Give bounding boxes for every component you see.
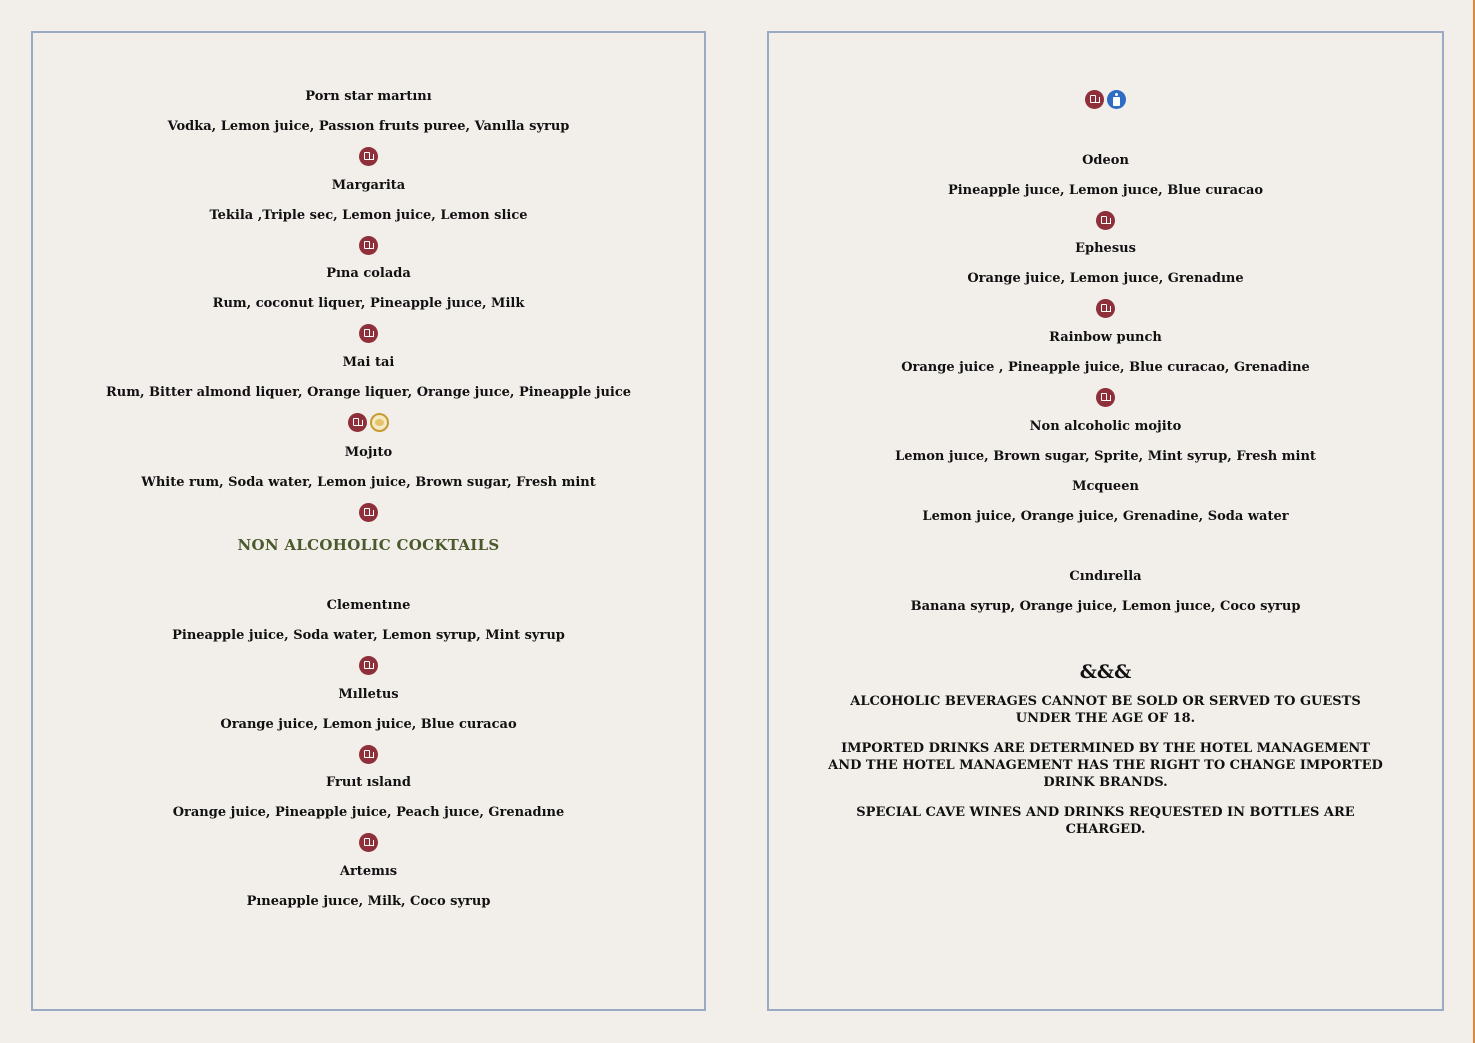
age-notice: ALCOHOLIC BEVERAGES CANNOT BE SOLD OR SERVED TO GUESTS UNDER THE AGE OF 18. — [850, 694, 1361, 726]
cocktail-ingredients: Lemon juıce, Brown sugar, Sprite, Mint syrup, Fresh mint — [895, 449, 1316, 464]
cocktail-ingredients: Rum, coconut liquer, Pineapple juıce, Milk — [212, 296, 525, 311]
top-icons — [769, 90, 1442, 110]
info-icon — [1107, 90, 1126, 109]
cocktail-icons — [33, 236, 704, 256]
drink-icon — [359, 833, 378, 852]
drink-icon — [359, 236, 378, 255]
cocktail-icons — [33, 833, 704, 853]
cocktail-name: Ephesus — [1075, 241, 1136, 256]
cocktail-ingredients: Orange juice, Pineapple juice, Peach juıce, Grenadıne — [172, 805, 565, 820]
drink-icon — [1096, 211, 1115, 230]
cocktail-name: Mcqueen — [1072, 479, 1139, 494]
cocktail-name: Pına colada — [326, 266, 411, 281]
cocktail-icons — [33, 656, 704, 676]
cocktail-name: Mojıto — [344, 445, 393, 460]
drink-icon — [359, 324, 378, 343]
cocktail-ingredients: Vodka, Lemon juice, Passıon fruıts puree, Vanılla syrup — [167, 119, 570, 134]
cocktail-name: Margarita — [331, 178, 406, 193]
separator: &&& — [1079, 661, 1132, 683]
cocktail-icons — [33, 503, 704, 523]
cocktail-ingredients: Tekila ,Triple sec, Lemon juice, Lemon slice — [209, 208, 528, 223]
cocktail-icons — [33, 324, 704, 344]
cocktail-name: Fruıt ısland — [326, 775, 411, 790]
cocktail-icons — [769, 299, 1442, 319]
cocktail-name: Odeon — [1082, 153, 1129, 168]
cocktail-ingredients: Pıneapple juıce, Milk, Coco syrup — [246, 894, 491, 909]
cocktail-icons — [769, 388, 1442, 408]
cocktail-icons — [769, 211, 1442, 231]
drink-icon — [359, 656, 378, 675]
cocktail-name: Porn star martını — [305, 89, 432, 104]
drink-icon — [359, 503, 378, 522]
cocktail-name: Clementıne — [326, 598, 411, 613]
section-heading: NON ALCOHOLIC COCKTAILS — [237, 536, 500, 554]
cocktail-ingredients: Rum, Bitter almond liquer, Orange liquer, Orange juıce, Pineapple juice — [105, 385, 632, 400]
drink-icon — [1096, 299, 1115, 318]
cocktail-name: Cındırella — [1069, 569, 1142, 584]
cocktail-ingredients: Banana syrup, Orange juice, Lemon juıce, Coco syrup — [910, 599, 1301, 614]
cocktail-ingredients: Orange juice , Pineapple juice, Blue curacao, Grenadine — [901, 360, 1310, 375]
charges-notice: SPECIAL CAVE WINES AND DRINKS REQUESTED IN BOTTLES ARE CHARGED. — [856, 805, 1355, 837]
drink-icon — [348, 413, 367, 432]
cocktail-icons — [33, 745, 704, 765]
drink-icon — [359, 745, 378, 764]
left-page-content — [33, 33, 704, 910]
cocktail-name: Non alcoholic mojito — [1029, 419, 1182, 434]
cocktail-name: Artemıs — [339, 864, 398, 879]
coconut-icon — [370, 413, 389, 432]
menu-page-left — [31, 31, 706, 1011]
cocktail-name: Rainbow punch — [1049, 330, 1162, 345]
imported-drinks-notice: IMPORTED DRINKS ARE DETERMINED BY THE HOTEL MANAGEMENT AND THE HOTEL MANAGEMENT HAS THE RIGHT TO CHANGE IMPORTED DRINK BRANDS. — [828, 741, 1383, 790]
cocktail-ingredients: Orange juice, Lemon juice, Blue curacao — [220, 717, 517, 732]
drink-icon — [1096, 388, 1115, 407]
right-page-content — [769, 33, 1442, 838]
cocktail-name: Mai tai — [342, 355, 395, 370]
cocktail-ingredients: White rum, Soda water, Lemon juice, Brown sugar, Fresh mint — [141, 475, 596, 490]
cocktail-ingredients: Lemon juice, Orange juice, Grenadine, Soda water — [922, 509, 1289, 524]
cocktail-icons — [33, 147, 704, 167]
cocktail-name: Mılletus — [338, 687, 399, 702]
cocktail-ingredients: Orange juice, Lemon juıce, Grenadıne — [967, 271, 1244, 286]
cocktail-ingredients: Pineapple juıce, Lemon juıce, Blue curacao — [947, 183, 1264, 198]
menu-page-right — [767, 31, 1444, 1011]
cocktail-icons — [33, 413, 704, 433]
drink-icon — [359, 147, 378, 166]
cocktail-ingredients: Pineapple juice, Soda water, Lemon syrup, Mint syrup — [172, 628, 565, 643]
drink-icon — [1085, 90, 1104, 109]
